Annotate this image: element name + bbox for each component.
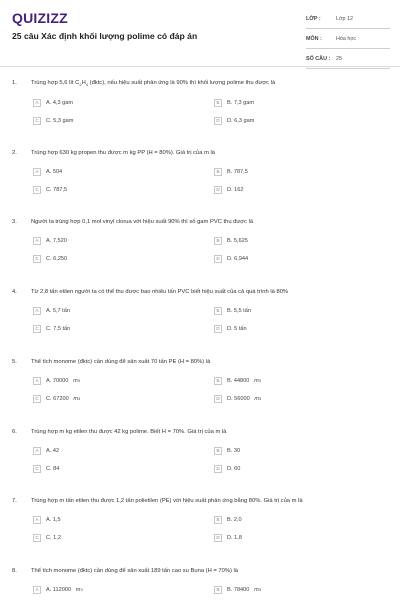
- option-d[interactable]: D D. 56000 m 3: [214, 394, 374, 403]
- question-number: 3.: [12, 219, 17, 225]
- option-letter-box: C: [33, 325, 41, 333]
- question-content: Trùng hợp m tấn etilen thu được 1,2 tấn polietilen (PE) với hiệu suất phản ứng bằng 80%. Giá trị của m là: [31, 498, 303, 504]
- question-content: Thể tích monome (đktc) cần dùng để sản xuất 189 tấn cao su Buna (H = 70%) là: [31, 568, 239, 574]
- question-content: Trùng hợp m kg etilen thu được 42 kg polime. Biết H = 70%. Giá trị của m là: [31, 429, 227, 435]
- option-a[interactable]: A A. 112000 m 3: [33, 585, 214, 594]
- option-c[interactable]: C C. 7,5 tấn: [33, 324, 214, 333]
- question-3: [12, 219, 390, 263]
- option-d[interactable]: D D. 5 tấn: [214, 324, 374, 333]
- question-number: 2.: [12, 150, 17, 156]
- option-c[interactable]: C C. 6,250: [33, 254, 214, 263]
- option-a[interactable]: A A. 4,3 gam: [33, 98, 214, 107]
- meta-value: 25: [336, 55, 342, 62]
- option-letter-box: C: [33, 465, 41, 473]
- question-text: [12, 219, 390, 226]
- question-4: [12, 289, 390, 333]
- option-b[interactable]: B B. 5,625: [214, 236, 374, 245]
- option-c[interactable]: C C. 5,3 gam: [33, 116, 214, 125]
- option-letter-box: C: [33, 395, 41, 403]
- question-2: [12, 150, 390, 194]
- option-letter-box: D: [214, 465, 222, 473]
- option-letter-box: A: [33, 447, 41, 455]
- option-letter-box: A: [33, 586, 41, 594]
- option-a[interactable]: A A. 42: [33, 446, 214, 455]
- option-letter-box: A: [33, 307, 41, 315]
- question-6: [12, 429, 390, 473]
- options-grid: [33, 585, 390, 594]
- option-a[interactable]: A A. 5,7 tấn: [33, 306, 214, 315]
- option-letter-box: D: [214, 325, 222, 333]
- question-content: Thể tích monome (đktc) cần dùng để sản xuất 70 tấn PE (H = 80%) là: [31, 359, 211, 365]
- meta-row-class: [306, 9, 390, 29]
- question-1: [12, 80, 390, 125]
- option-b[interactable]: B B. 5,5 tấn: [214, 306, 374, 315]
- option-letter-box: B: [214, 307, 222, 315]
- question-text: [12, 359, 390, 366]
- option-d[interactable]: D D. 1,8: [214, 533, 374, 542]
- document-title: 25 câu Xác định khối lượng polime có đáp án: [12, 31, 198, 41]
- option-letter-box: C: [33, 186, 41, 194]
- question-5: [12, 359, 390, 403]
- option-d[interactable]: D D. 162: [214, 185, 374, 194]
- option-letter-box: B: [214, 237, 222, 245]
- question-number: 4.: [12, 289, 17, 295]
- option-letter-box: A: [33, 99, 41, 107]
- option-a[interactable]: A A. 1,5: [33, 515, 214, 524]
- option-b[interactable]: B B. 78400 m 3: [214, 585, 374, 594]
- question-content: Người ta trùng hợp 0,1 mol vinyl clorua với hiệu suất 90% thì số gam PVC thu được là: [31, 219, 254, 225]
- option-letter-box: B: [214, 99, 222, 107]
- option-c[interactable]: C C. 84: [33, 464, 214, 473]
- question-text: [12, 150, 390, 157]
- question-text: [12, 568, 390, 575]
- option-a[interactable]: A A. 7,520: [33, 236, 214, 245]
- meta-key: SỐ CÂU :: [306, 55, 331, 62]
- option-c[interactable]: C C. 1,2: [33, 533, 214, 542]
- option-letter-box: A: [33, 516, 41, 524]
- question-content: Trùng hợp 630 kg propen thu được m kg PP (H = 80%). Giá trị của m là: [31, 150, 216, 156]
- option-b[interactable]: B B. 44800 m 3: [214, 376, 374, 385]
- options-grid: [33, 446, 390, 473]
- option-d[interactable]: D D. 6,3 gam: [214, 116, 374, 125]
- question-number: 8.: [12, 568, 17, 574]
- quizizz-logo: QUIZIZZ: [12, 10, 68, 26]
- question-content: Từ 2,8 tấn etilen người ta có thể thu được bao nhiêu tấn PVC biết hiệu suất của cả quá trình là 80%: [31, 289, 289, 295]
- option-a[interactable]: A A. 70000 m 3: [33, 376, 214, 385]
- options-grid: [33, 236, 390, 263]
- option-c[interactable]: C C. 67200 m 3: [33, 394, 214, 403]
- option-letter-box: B: [214, 377, 222, 385]
- option-letter-box: B: [214, 168, 222, 176]
- option-letter-box: A: [33, 237, 41, 245]
- option-letter-box: C: [33, 117, 41, 125]
- option-b[interactable]: B B. 2,0: [214, 515, 374, 524]
- question-number: 6.: [12, 429, 17, 435]
- option-letter-box: C: [33, 534, 41, 542]
- question-text: [12, 80, 390, 88]
- options-grid: [33, 376, 390, 403]
- option-letter-box: A: [33, 168, 41, 176]
- option-letter-box: D: [214, 117, 222, 125]
- question-text: [12, 429, 390, 436]
- option-d[interactable]: D D. 6,944: [214, 254, 374, 263]
- meta-value: Lớp 12: [336, 15, 354, 22]
- question-text: [12, 498, 390, 505]
- options-grid: [33, 167, 390, 194]
- question-number: 1.: [12, 80, 17, 86]
- option-b[interactable]: B B. 7,3 gam: [214, 98, 374, 107]
- question-7: [12, 498, 390, 542]
- option-letter-box: D: [214, 395, 222, 403]
- meta-key: LỚP :: [306, 15, 321, 22]
- options-grid: [33, 515, 390, 542]
- option-letter-box: B: [214, 586, 222, 594]
- option-letter-box: D: [214, 534, 222, 542]
- option-letter-box: D: [214, 255, 222, 263]
- option-a[interactable]: A A. 504: [33, 167, 214, 176]
- meta-row-subject: [306, 29, 390, 49]
- meta-value: Hóa học: [336, 35, 357, 42]
- option-b[interactable]: B B. 30: [214, 446, 374, 455]
- question-content: Trùng hợp 5,6 lít $C_2H_4$ (đktc), nếu hiệu suất phản ứng là 90% thì khối lượng polime thu được là: [31, 80, 276, 88]
- option-letter-box: A: [33, 377, 41, 385]
- option-c[interactable]: C C. 787,5: [33, 185, 214, 194]
- options-grid: [33, 306, 390, 333]
- meta-key: MÔN :: [306, 35, 322, 42]
- header-divider: [0, 66, 400, 67]
- option-d[interactable]: D D. 60: [214, 464, 374, 473]
- option-letter-box: B: [214, 516, 222, 524]
- option-b[interactable]: B B. 787,5: [214, 167, 374, 176]
- question-text: [12, 289, 390, 296]
- options-grid: [33, 98, 390, 125]
- option-letter-box: B: [214, 447, 222, 455]
- option-letter-box: C: [33, 255, 41, 263]
- option-letter-box: D: [214, 186, 222, 194]
- question-number: 5.: [12, 359, 17, 365]
- question-number: 7.: [12, 498, 17, 504]
- question-8: [12, 568, 390, 594]
- meta-info-table: [306, 9, 390, 69]
